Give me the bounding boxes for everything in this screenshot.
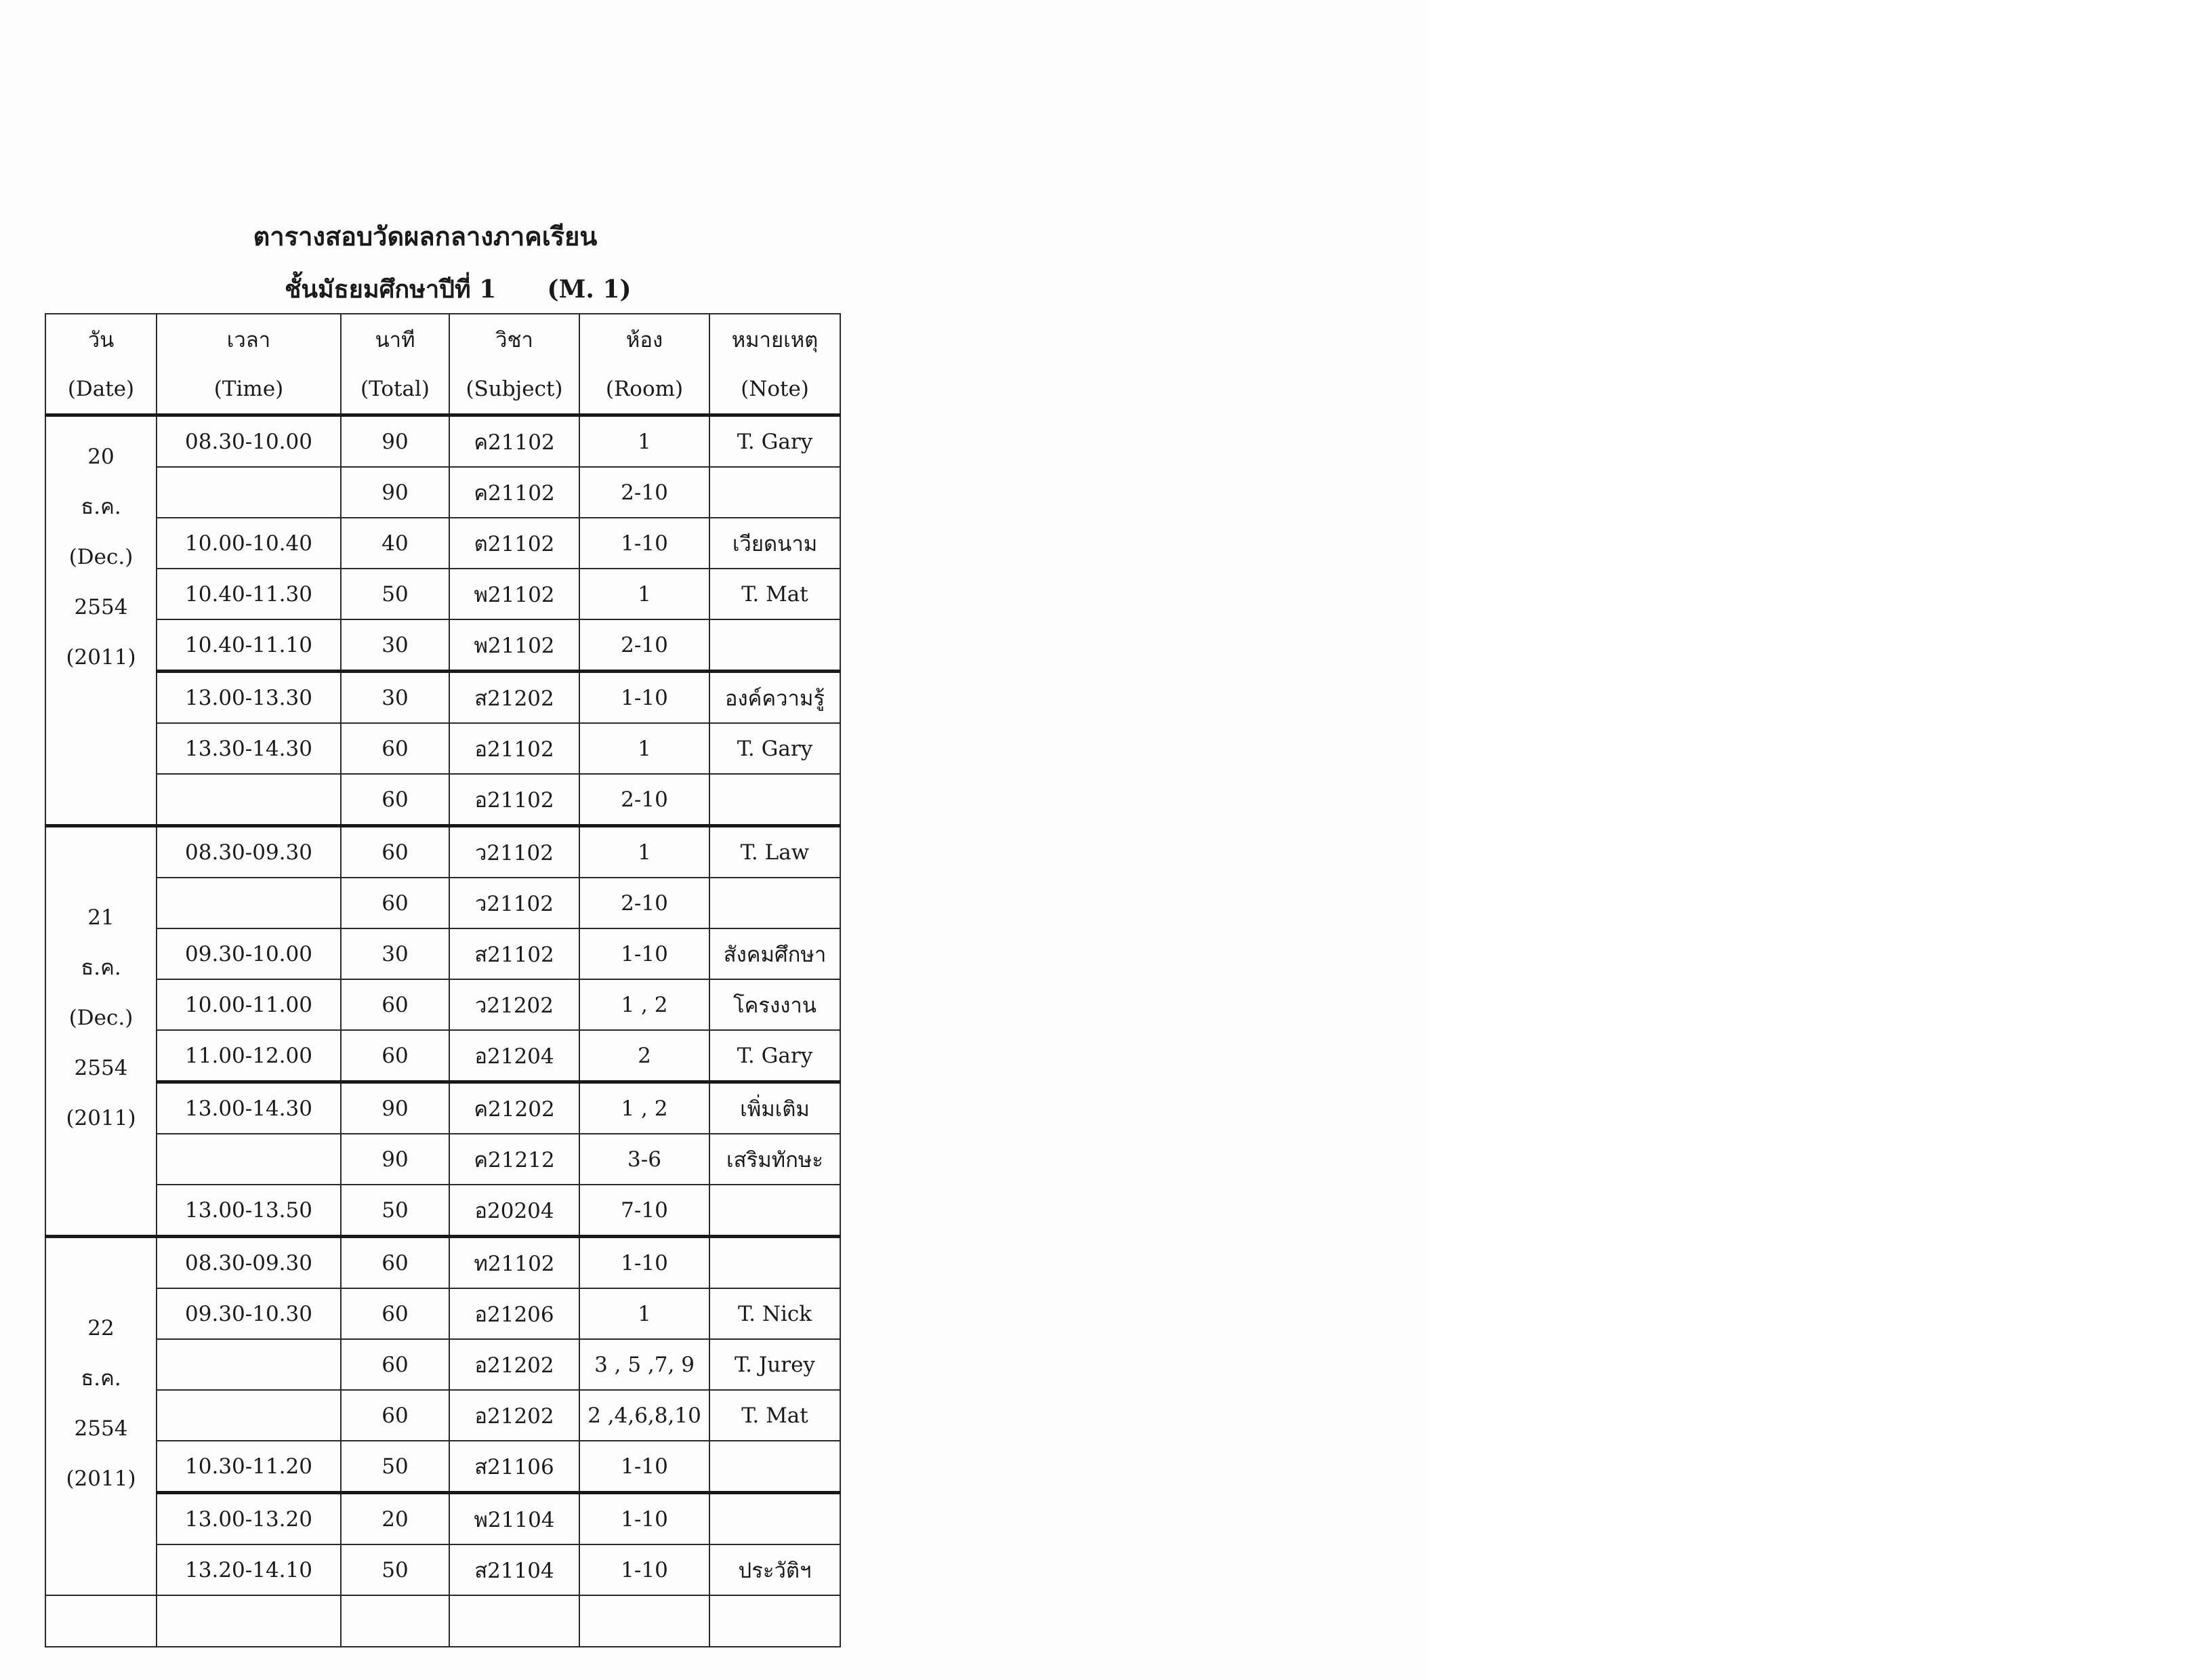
cell-time: 08.30-09.30 bbox=[157, 1237, 341, 1289]
cell-subject: ท21102 bbox=[449, 1237, 579, 1289]
cell-total: 60 bbox=[341, 774, 449, 826]
cell-time: 13.00-13.20 bbox=[157, 1493, 341, 1545]
date-line: 22 bbox=[87, 1316, 115, 1340]
date-line: 21 bbox=[87, 905, 115, 930]
cell-room: 1-10 bbox=[579, 928, 709, 979]
table-row bbox=[45, 1441, 840, 1493]
cell-subject: อ21102 bbox=[449, 723, 579, 774]
cell-time: 09.30-10.00 bbox=[157, 928, 341, 979]
cell-time: 13.00-14.30 bbox=[157, 1082, 341, 1134]
grade-code: (M. 1) bbox=[547, 275, 632, 304]
cell-room: 2-10 bbox=[579, 467, 709, 518]
cell-time bbox=[157, 467, 341, 518]
date-line: (2011) bbox=[66, 645, 136, 670]
cell-room: 2-10 bbox=[579, 878, 709, 928]
cell-time: 10.30-11.20 bbox=[157, 1441, 341, 1493]
cell-total: 60 bbox=[341, 1339, 449, 1390]
header-date-en: (Date) bbox=[45, 364, 157, 415]
cell-room: 1-10 bbox=[579, 1237, 709, 1289]
cell-subject: อ20204 bbox=[449, 1185, 579, 1237]
cell-time: 13.00-13.30 bbox=[157, 672, 341, 724]
cell-total: 90 bbox=[341, 467, 449, 518]
date-line: ธ.ค. bbox=[81, 495, 121, 519]
cell-total: 90 bbox=[341, 1082, 449, 1134]
cell-room: 1 , 2 bbox=[579, 979, 709, 1030]
cell-time: 10.00-10.40 bbox=[157, 518, 341, 569]
cell-subject: ส21104 bbox=[449, 1544, 579, 1595]
cell-total: 50 bbox=[341, 1185, 449, 1237]
header-date-thai: วัน bbox=[45, 314, 157, 364]
cell-note: T. Law bbox=[709, 826, 840, 878]
document-title: ตารางสอบวัดผลกลางภาคเรียน bbox=[253, 221, 598, 251]
date-line bbox=[46, 1253, 156, 1303]
cell-subject: ค21202 bbox=[449, 1082, 579, 1134]
cell-room: 1 bbox=[579, 826, 709, 878]
date-cell bbox=[45, 1237, 157, 1596]
cell-time bbox=[157, 1339, 341, 1390]
cell-subject: ค21102 bbox=[449, 415, 579, 468]
table-row bbox=[45, 1082, 840, 1134]
cell-time: 08.30-10.00 bbox=[157, 415, 341, 468]
cell-total: 20 bbox=[341, 1493, 449, 1545]
document-subtitle bbox=[285, 270, 632, 308]
cell-note bbox=[709, 878, 840, 928]
cell-subject: พ21102 bbox=[449, 619, 579, 672]
cell-note: T. Gary bbox=[709, 1030, 840, 1082]
table-row bbox=[45, 878, 840, 928]
cell-subject: ว21102 bbox=[449, 878, 579, 928]
date-line: (2011) bbox=[66, 1106, 136, 1130]
cell-note bbox=[709, 1237, 840, 1289]
cell-room: 1-10 bbox=[579, 1441, 709, 1493]
table-row bbox=[45, 979, 840, 1030]
cell-total: 30 bbox=[341, 928, 449, 979]
cell-room: 1 bbox=[579, 415, 709, 468]
cell-time: 10.40-11.10 bbox=[157, 619, 341, 672]
cell-time bbox=[157, 1134, 341, 1185]
cell-time: 08.30-09.30 bbox=[157, 826, 341, 878]
cell-room: 2 ,4,6,8,10 bbox=[579, 1390, 709, 1441]
blank-margin bbox=[1428, 0, 2188, 1680]
cell-subject: ว21102 bbox=[449, 826, 579, 878]
table-row bbox=[45, 1030, 840, 1082]
cell-total: 50 bbox=[341, 1544, 449, 1595]
grade-level: ชั้นมัธยมศึกษาปีที่ 1 bbox=[285, 275, 497, 304]
table-row bbox=[45, 518, 840, 569]
table-row bbox=[45, 619, 840, 672]
cell-time: 13.20-14.10 bbox=[157, 1544, 341, 1595]
table-row bbox=[45, 1237, 840, 1289]
header-time-thai: เวลา bbox=[157, 314, 341, 364]
cell-room: 7-10 bbox=[579, 1185, 709, 1237]
cell-note: สังคมศึกษา bbox=[709, 928, 840, 979]
cell-subject: ค21102 bbox=[449, 467, 579, 518]
cell-time: 10.40-11.30 bbox=[157, 569, 341, 619]
cell-total: 60 bbox=[341, 826, 449, 878]
cell-time bbox=[157, 878, 341, 928]
date-line: ธ.ค. bbox=[81, 956, 121, 980]
date-line: 2554 bbox=[74, 1056, 128, 1080]
cell-subject: อ21202 bbox=[449, 1390, 579, 1441]
cell-note: T. Jurey bbox=[709, 1339, 840, 1390]
cell-total: 60 bbox=[341, 1237, 449, 1289]
cell-note: องค์ความรู้ bbox=[709, 672, 840, 724]
date-cell bbox=[45, 415, 157, 826]
date-line: 2554 bbox=[74, 595, 128, 619]
cell-total: 60 bbox=[341, 878, 449, 928]
cell-subject: อ21204 bbox=[449, 1030, 579, 1082]
cell-room: 1 bbox=[579, 723, 709, 774]
exam-schedule-table bbox=[45, 313, 841, 1647]
cell-room: 1-10 bbox=[579, 672, 709, 724]
cell-subject: พ21104 bbox=[449, 1493, 579, 1545]
cell-time: 09.30-10.30 bbox=[157, 1288, 341, 1339]
cell-total: 30 bbox=[341, 672, 449, 724]
date-line: (Dec.) bbox=[68, 1006, 133, 1030]
cell-total: 50 bbox=[341, 1441, 449, 1493]
date-line: (Dec.) bbox=[68, 545, 133, 569]
header-room-en: (Room) bbox=[579, 364, 709, 415]
cell-note: T. Gary bbox=[709, 723, 840, 774]
cell-note bbox=[709, 1493, 840, 1545]
table-row bbox=[45, 1134, 840, 1185]
table-row bbox=[45, 415, 840, 468]
header-note-thai: หมายเหตุ bbox=[709, 314, 840, 364]
cell-room: 3 , 5 ,7, 9 bbox=[579, 1339, 709, 1390]
cell-total: 40 bbox=[341, 518, 449, 569]
cell-room: 1-10 bbox=[579, 1493, 709, 1545]
cell-room: 3-6 bbox=[579, 1134, 709, 1185]
cell-subject: อ21206 bbox=[449, 1288, 579, 1339]
cell-note: T. Mat bbox=[709, 569, 840, 619]
cell-subject: อ21202 bbox=[449, 1339, 579, 1390]
cell-room: 2-10 bbox=[579, 619, 709, 672]
table-row bbox=[45, 569, 840, 619]
empty-row bbox=[45, 1595, 840, 1647]
cell-note bbox=[709, 774, 840, 826]
cell-subject: ว21202 bbox=[449, 979, 579, 1030]
cell-total: 60 bbox=[341, 1030, 449, 1082]
date-cell bbox=[45, 826, 157, 1237]
cell-subject: ส21202 bbox=[449, 672, 579, 724]
cell-room: 1 bbox=[579, 569, 709, 619]
cell-room: 2-10 bbox=[579, 774, 709, 826]
cell-room: 1-10 bbox=[579, 1544, 709, 1595]
header-time-en: (Time) bbox=[157, 364, 341, 415]
cell-note: ประวัติฯ bbox=[709, 1544, 840, 1595]
cell-room: 2 bbox=[579, 1030, 709, 1082]
cell-total: 60 bbox=[341, 1390, 449, 1441]
cell-room: 1 bbox=[579, 1288, 709, 1339]
header-row-english bbox=[45, 364, 840, 415]
table-row bbox=[45, 774, 840, 826]
cell-time: 13.00-13.50 bbox=[157, 1185, 341, 1237]
table-row bbox=[45, 1493, 840, 1545]
cell-total: 60 bbox=[341, 979, 449, 1030]
header-subject-thai: วิชา bbox=[449, 314, 579, 364]
cell-room: 1 , 2 bbox=[579, 1082, 709, 1134]
date-line: ธ.ค. bbox=[81, 1366, 121, 1391]
table-row bbox=[45, 467, 840, 518]
date-line: 20 bbox=[87, 445, 115, 469]
cell-note bbox=[709, 619, 840, 672]
header-total-en: (Total) bbox=[341, 364, 449, 415]
table-row bbox=[45, 1288, 840, 1339]
cell-note: เพิ่มเติม bbox=[709, 1082, 840, 1134]
date-line bbox=[46, 842, 156, 893]
cell-note: T. Gary bbox=[709, 415, 840, 468]
cell-subject: อ21102 bbox=[449, 774, 579, 826]
cell-note: T. Nick bbox=[709, 1288, 840, 1339]
table-row bbox=[45, 672, 840, 724]
cell-total: 60 bbox=[341, 1288, 449, 1339]
cell-note: โครงงาน bbox=[709, 979, 840, 1030]
cell-subject: ค21212 bbox=[449, 1134, 579, 1185]
header-note-en: (Note) bbox=[709, 364, 840, 415]
cell-time: 10.00-11.00 bbox=[157, 979, 341, 1030]
cell-room: 1-10 bbox=[579, 518, 709, 569]
cell-subject: ส21102 bbox=[449, 928, 579, 979]
table-row bbox=[45, 1390, 840, 1441]
cell-note: เสริมทักษะ bbox=[709, 1134, 840, 1185]
table-row bbox=[45, 1544, 840, 1595]
cell-note bbox=[709, 1441, 840, 1493]
date-line: (2011) bbox=[66, 1467, 136, 1491]
header-subject-en: (Subject) bbox=[449, 364, 579, 415]
header-row-thai bbox=[45, 314, 840, 364]
cell-time bbox=[157, 1390, 341, 1441]
cell-time: 11.00-12.00 bbox=[157, 1030, 341, 1082]
table-row bbox=[45, 1185, 840, 1237]
cell-total: 60 bbox=[341, 723, 449, 774]
table-row bbox=[45, 826, 840, 878]
cell-note: เวียดนาม bbox=[709, 518, 840, 569]
table-row bbox=[45, 1339, 840, 1390]
cell-total: 30 bbox=[341, 619, 449, 672]
cell-subject: ต21102 bbox=[449, 518, 579, 569]
cell-time bbox=[157, 774, 341, 826]
cell-note: T. Mat bbox=[709, 1390, 840, 1441]
cell-note bbox=[709, 1185, 840, 1237]
header-room-thai: ห้อง bbox=[579, 314, 709, 364]
date-line: 2554 bbox=[74, 1416, 128, 1441]
table-row bbox=[45, 723, 840, 774]
header-total-thai: นาที bbox=[341, 314, 449, 364]
cell-total: 90 bbox=[341, 415, 449, 468]
schedule-body bbox=[45, 415, 840, 1647]
cell-note bbox=[709, 467, 840, 518]
table-row bbox=[45, 928, 840, 979]
cell-subject: พ21102 bbox=[449, 569, 579, 619]
cell-total: 90 bbox=[341, 1134, 449, 1185]
cell-time: 13.30-14.30 bbox=[157, 723, 341, 774]
cell-subject: ส21106 bbox=[449, 1441, 579, 1493]
cell-total: 50 bbox=[341, 569, 449, 619]
